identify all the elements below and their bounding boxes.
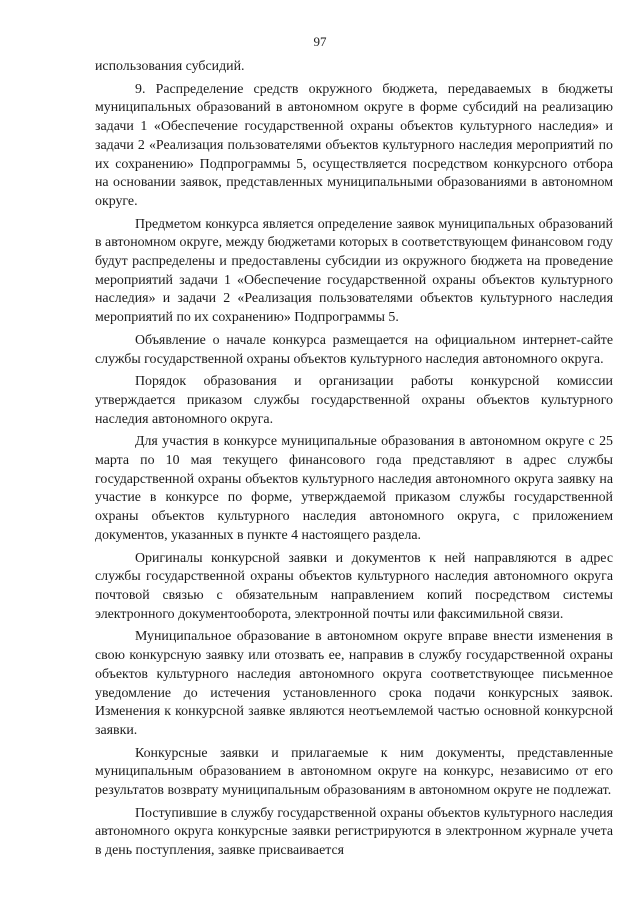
- paragraph-changes: Муниципальное образование в автономном округе вправе внести изменения в свою конкурсную заявку или отозвать ее, направив в службу государственной охраны объектов культурного наследия автономного округа соответствующее письменное уведомление до истечения установленного срока подачи конкурсных заявок. Изменения к конкурсной заявке являются неотъемлемой частью основной конкурсной заявки.: [95, 629, 613, 738]
- paragraph-contest-subject: Предметом конкурса является определение заявок муниципальных образований в автономном округе, между бюджетами которых в соответствующем финансовом году будут распределены и предоставлены субсидии из окружного бюджета на проведение мероприятий задачи 1 «Обеспечение государственной охраны объектов культурного наследия» и задачи 2 «Реализация пользователями объектов культурного наследия мероприятий по их сохранению» Подпрограммы 5.: [95, 216, 613, 326]
- paragraph-originals: Оригиналы конкурсной заявки и документов к ней направляются в адрес службы государственной охраны объектов культурного наследия автономного округа почтовой связью с обязательным направлением копий посредством системы электронного документооборота, электронной почты или факсимильной связи.: [95, 550, 613, 622]
- paragraph-continuation: использования субсидий.: [95, 59, 245, 74]
- paragraph-participation: Для участия в конкурсе муниципальные образования в автономном округе с 25 марта по 10 мая текущего финансового года представляют в адрес службы государственной охраны объектов культурного наследия автономного округа заявку на участие в конкурсе по форме, утверждаемой приказом службы государственной охраны объектов культурного наследия автономного округа, с приложением документов, указанных в пункте 4 настоящего раздела.: [95, 434, 613, 543]
- paragraph-no-return: Конкурсные заявки и прилагаемые к ним документы, представленные муниципальным образованием в автономном округе на конкурс, независимо от его результатов возврату муниципальным образованиям в автономном округе не подлежат.: [95, 745, 613, 799]
- document-body: [95, 58, 613, 861]
- page-number: 97: [313, 34, 327, 49]
- paragraph-item-9: 9. Распределение средств окружного бюджета, передаваемых в бюджеты муниципальных образований в автономном округе в форме субсидий на реализацию задачи 1 «Обеспечение государственной охраны объектов культурного наследия» и задачи 2 «Реализация пользователями объектов культурного наследия мероприятий по их сохранению» Подпрограммы 5, осуществляется посредством конкурсного отбора на основании заявок, представленных муниципальными образованиями в автономном округе.: [95, 81, 613, 209]
- paragraph-contest-announcement: Объявление о начале конкурса размещается на официальном интернет-сайте службы государственной охраны объектов культурного наследия автономного округа.: [95, 332, 613, 367]
- paragraph-registration: Поступившие в службу государственной охраны объектов культурного наследия автономного округа конкурсные заявки регистрируются в электронном журнале учета в день поступления, заявке присваивается: [95, 805, 613, 859]
- paragraph-commission-procedure: Порядок образования и организации работы конкурсной комиссии утверждается приказом службы государственной охраны объектов культурного наследия автономного округа.: [95, 374, 613, 427]
